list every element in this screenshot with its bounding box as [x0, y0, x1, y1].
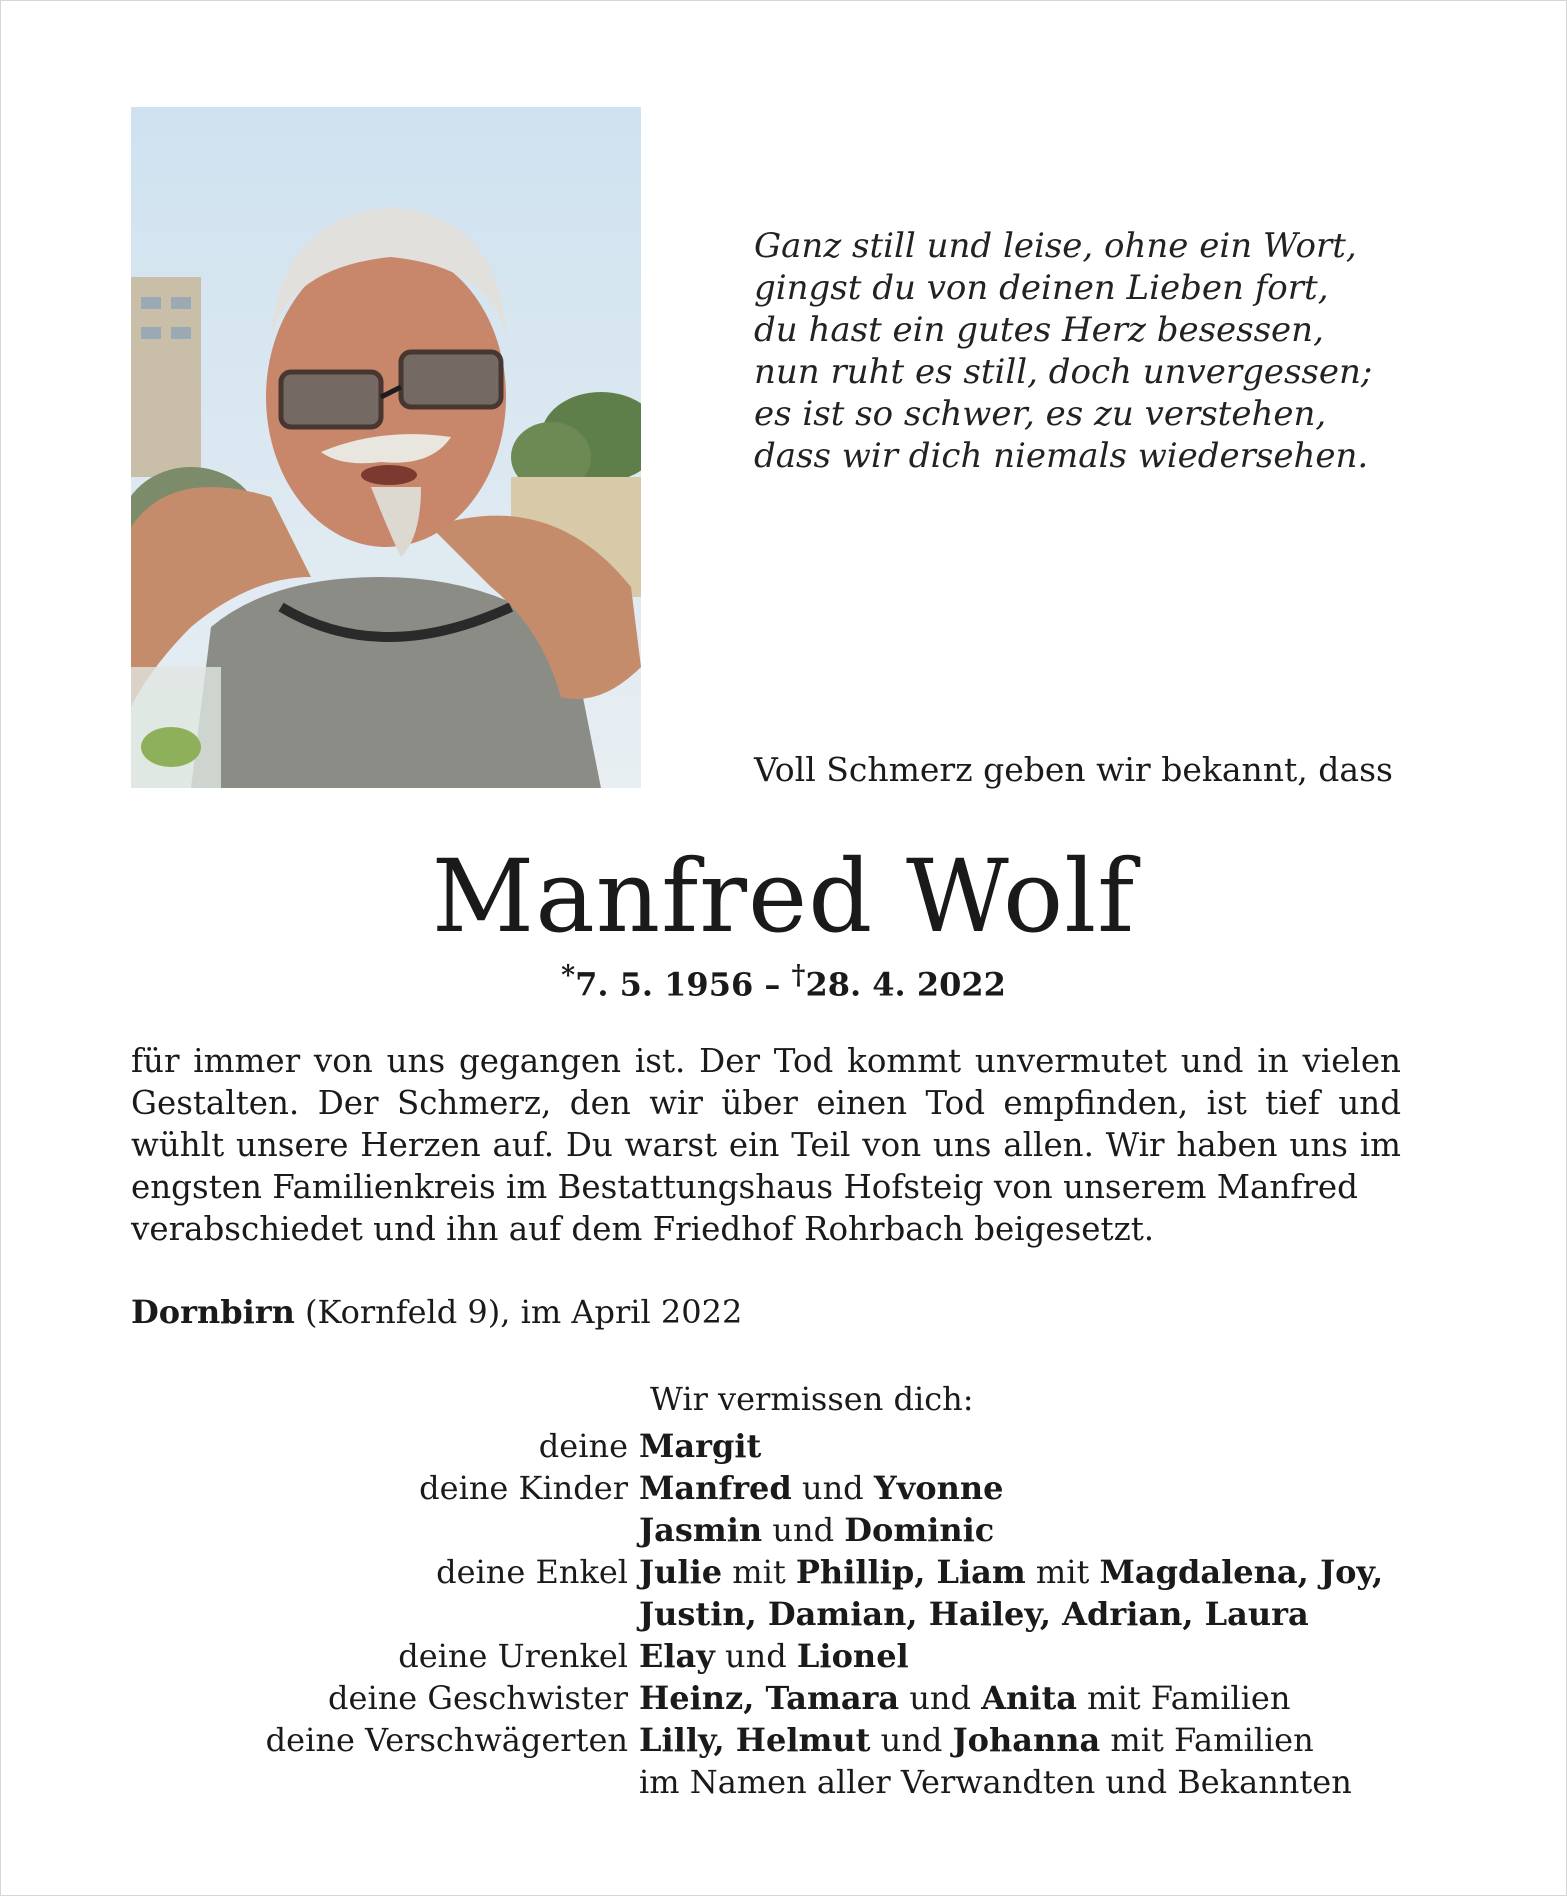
- place-rest: (Kornfeld 9), im April 2022: [294, 1293, 743, 1331]
- mourner-row: [0, 1467, 1567, 1509]
- mourner-names: [639, 1593, 1309, 1635]
- announcement-text: [131, 1040, 1401, 1250]
- poem-line: nun ruht es still, doch unvergessen;: [754, 352, 1373, 392]
- mourner-row: [0, 1677, 1567, 1719]
- mourner-names: [639, 1719, 1314, 1761]
- mourner-names: [639, 1467, 1004, 1509]
- deceased-name: Manfred Wolf: [431, 838, 1136, 955]
- portrait-photo: [131, 107, 641, 788]
- mourner-name: Anita: [981, 1679, 1077, 1717]
- mourner-names: [639, 1761, 1352, 1803]
- mourner-row: [0, 1593, 1567, 1635]
- poem-line: es ist so schwer, es zu verstehen,: [754, 394, 1327, 434]
- mourners-heading: Wir vermissen dich:: [650, 1380, 974, 1418]
- intro-text: Voll Schmerz geben wir bekannt, dass: [754, 750, 1393, 789]
- mourner-relation: deine Verschwägerten: [265, 1721, 628, 1759]
- place-city: Dornbirn: [131, 1293, 295, 1331]
- mourner-relation: deine Kinder: [419, 1469, 628, 1507]
- announcement-last-line: verabschiedet und ihn auf dem Friedhof Rohrbach beigesetzt.: [131, 1210, 1155, 1248]
- mourner-row: [0, 1635, 1567, 1677]
- mourner-name: Magdalena, Joy,: [1099, 1553, 1384, 1591]
- date-separator: –: [753, 965, 792, 1004]
- mourner-name: Manfred: [639, 1469, 792, 1507]
- poem-line: du hast ein gutes Herz besessen,: [754, 310, 1324, 350]
- mourner-connector: und: [762, 1511, 845, 1549]
- mourner-relation: [0, 1761, 639, 1803]
- poem-line: dass wir dich niemals wiedersehen.: [754, 436, 1369, 476]
- death-date: 28. 4. 2022: [805, 965, 1006, 1004]
- death-symbol: †: [791, 960, 806, 991]
- mourner-name: Justin, Damian, Hailey, Adrian, Laura: [639, 1595, 1309, 1633]
- mourner-names: [639, 1677, 1290, 1719]
- mourner-name: Elay: [639, 1637, 715, 1675]
- birth-symbol: *: [561, 960, 576, 991]
- mourner-names: [639, 1551, 1383, 1593]
- mourner-connector: mit: [1025, 1553, 1100, 1591]
- mourner-connector: und: [791, 1469, 874, 1507]
- mourner-name: Julie: [639, 1553, 723, 1591]
- mourner-connector: und: [870, 1721, 953, 1759]
- life-dates: [0, 960, 1567, 1004]
- portrait-image: [131, 107, 641, 788]
- mourner-name: Lilly, Helmut: [639, 1721, 871, 1759]
- mourner-connector: im Namen aller Verwandten und Bekannten: [639, 1763, 1352, 1801]
- mourner-relation: deine Enkel: [436, 1553, 628, 1591]
- mourner-name: Yvonne: [873, 1469, 1004, 1507]
- mourner-connector: mit Familien: [1076, 1679, 1291, 1717]
- mourner-relation: deine Geschwister: [328, 1679, 628, 1717]
- announcement-paragraph: für immer von uns gegangen ist. Der Tod kommt unvermutet und in vielen Gestalten. Der Schmerz, den wir über einen Tod empfinden, ist tief und wühlt unsere Herzen auf. Du warst ein Teil von uns allen. Wir haben uns im engsten Familienkreis im Bestattungshaus Hofsteig von unserem Manfred: [131, 1042, 1401, 1206]
- mourner-names: [639, 1635, 909, 1677]
- mourner-names: [639, 1509, 994, 1551]
- mourner-name: Lionel: [796, 1637, 909, 1675]
- mourner-row: [0, 1719, 1567, 1761]
- mourner-name: Heinz, Tamara: [639, 1679, 900, 1717]
- mourner-row: [0, 1761, 1567, 1803]
- mourner-relation: [0, 1509, 639, 1551]
- mourner-relation: deine Urenkel: [398, 1637, 628, 1675]
- mourner-connector: mit Familien: [1100, 1721, 1314, 1759]
- mourner-name: Johanna: [952, 1721, 1101, 1759]
- mourner-row: [0, 1425, 1567, 1467]
- mourner-connector: und: [899, 1679, 982, 1717]
- place-date: [131, 1293, 742, 1331]
- poem-line: gingst du von deinen Lieben fort,: [754, 268, 1329, 308]
- mourner-name: Margit: [639, 1427, 762, 1465]
- mourners-list: [0, 1425, 1567, 1803]
- mourner-name: Dominic: [844, 1511, 995, 1549]
- mourner-row: [0, 1509, 1567, 1551]
- mourner-names: [639, 1425, 761, 1467]
- mourner-connector: mit: [722, 1553, 796, 1591]
- mourner-connector: und: [714, 1637, 797, 1675]
- poem: [754, 225, 1394, 477]
- mourner-row: [0, 1551, 1567, 1593]
- mourner-relation: [0, 1593, 639, 1635]
- poem-line: Ganz still und leise, ohne ein Wort,: [754, 226, 1357, 266]
- mourner-relation: deine: [538, 1427, 628, 1465]
- mourner-name: Jasmin: [639, 1511, 763, 1549]
- birth-date: 7. 5. 1956: [575, 965, 754, 1004]
- mourner-name: Phillip, Liam: [795, 1553, 1026, 1591]
